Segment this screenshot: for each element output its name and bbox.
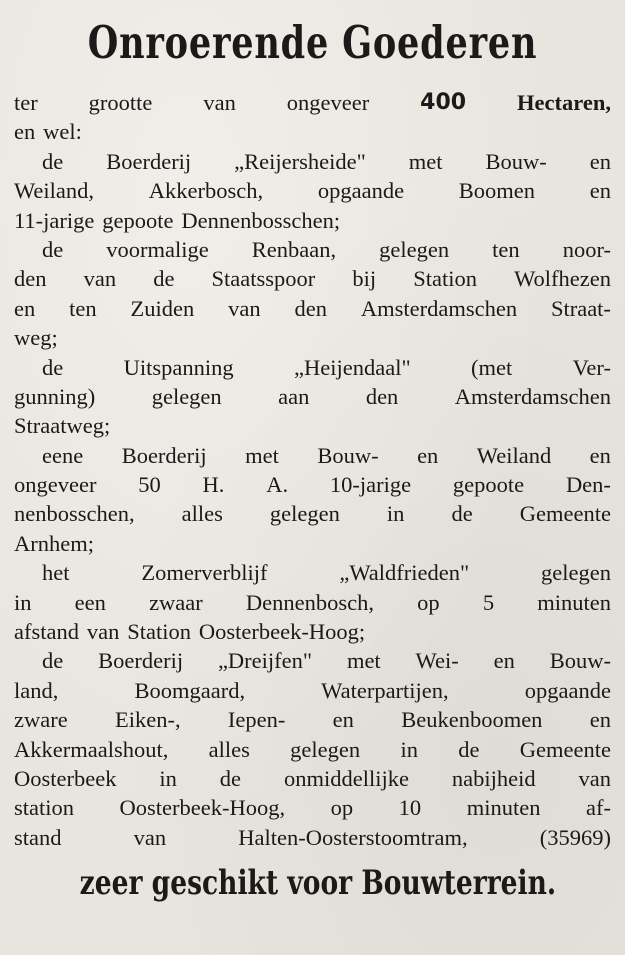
word: en <box>417 442 439 468</box>
advertisement-body <box>14 88 611 852</box>
text-line <box>14 705 611 734</box>
word: op <box>417 589 440 615</box>
word: den <box>14 266 47 292</box>
word: met <box>408 148 443 174</box>
word: weg; <box>14 325 58 351</box>
word: Akkermaalshout, <box>14 736 169 762</box>
word: de <box>42 148 64 174</box>
text-line <box>14 617 611 646</box>
word: bij <box>352 266 377 292</box>
word: het <box>42 560 70 586</box>
word: 11-jarige <box>14 207 95 233</box>
word: Amsterdamschen <box>360 295 518 321</box>
word: Staatsspoor <box>211 266 316 292</box>
word: Weiland, <box>14 178 95 204</box>
word: ongeveer <box>286 90 370 115</box>
text-line <box>14 735 611 764</box>
text-line <box>14 88 611 117</box>
word: opgaande <box>524 677 611 703</box>
word: Gemeente <box>519 736 611 762</box>
word: en <box>14 295 36 321</box>
text-line <box>14 323 611 352</box>
text-line <box>14 294 611 323</box>
word: ongeveer <box>14 472 97 498</box>
word: afstand <box>14 619 79 645</box>
word: en <box>589 442 611 468</box>
word: „Heijendaal" <box>294 354 411 380</box>
word: Bouw- <box>317 442 379 468</box>
word: ter <box>14 90 38 115</box>
word: in <box>14 589 32 615</box>
word: minuten <box>466 795 541 821</box>
word: Straatweg; <box>14 413 111 439</box>
text-line <box>14 147 611 176</box>
word: Oosterbeek-Hoog; <box>198 619 366 645</box>
word: „Dreijfen" <box>217 648 313 674</box>
word: gelegen <box>269 501 340 527</box>
text-line <box>14 588 611 617</box>
word: opgaande <box>317 178 405 204</box>
word: Amsterdamschen <box>454 383 611 409</box>
word: Station <box>127 619 191 645</box>
word: Wei- <box>415 648 459 674</box>
word: zwaar <box>149 589 203 615</box>
word: station <box>14 795 74 821</box>
text-line <box>14 646 611 675</box>
word: H. <box>202 472 225 498</box>
word: van <box>578 765 611 791</box>
text-line <box>14 235 611 264</box>
text-line <box>14 764 611 793</box>
word: in <box>159 765 177 791</box>
word: de <box>42 354 64 380</box>
word: nabijheid <box>451 765 536 791</box>
word: gelegen <box>541 560 611 586</box>
word: Oosterbeek-Hoog, <box>119 795 286 821</box>
word: Dennenbosschen; <box>181 207 341 233</box>
word: grootte <box>88 90 153 115</box>
text-line <box>14 382 611 411</box>
word: Wolfhezen <box>514 266 611 292</box>
text-line <box>14 793 611 822</box>
word: de <box>219 765 242 791</box>
word: van <box>133 824 167 850</box>
word: de <box>153 266 175 292</box>
word: Hectaren, <box>517 90 611 115</box>
word: en <box>589 178 611 204</box>
word: gelegen <box>151 383 222 409</box>
word: Gemeente <box>519 501 611 527</box>
text-line <box>14 117 611 146</box>
word: gepoote <box>452 472 525 498</box>
text-line <box>14 264 611 293</box>
word: aan <box>278 383 310 409</box>
word: de <box>42 648 64 674</box>
word: gelegen <box>379 236 450 262</box>
word: wel: <box>43 119 82 145</box>
word: den <box>294 295 327 321</box>
word: Dennenbosch, <box>245 589 375 615</box>
text-line <box>14 470 611 499</box>
word: land, <box>14 677 59 703</box>
word: gepoote <box>102 207 174 233</box>
word: met <box>346 648 381 674</box>
word: op <box>330 795 354 821</box>
text-line <box>14 499 611 528</box>
word: stand <box>14 824 62 850</box>
word: van <box>203 90 236 115</box>
word: van <box>228 295 261 321</box>
word: met <box>245 442 279 468</box>
headline: Onroerende Goederen <box>87 16 538 69</box>
word: en <box>493 648 515 674</box>
word: Arnhem; <box>14 530 94 556</box>
word: Eiken-, <box>115 707 181 733</box>
word: Station <box>413 266 477 292</box>
word: 400 <box>420 90 467 115</box>
word: Boomgaard, <box>134 677 246 703</box>
word: A. <box>266 472 289 498</box>
word: van <box>86 619 120 645</box>
text-line <box>14 176 611 205</box>
word: de <box>42 236 64 262</box>
word: nenbosschen, <box>14 501 135 527</box>
word: Renbaan, <box>251 236 337 262</box>
word: ten <box>492 236 520 262</box>
word: „Reijersheide" <box>234 148 366 174</box>
word: 5 <box>482 589 495 615</box>
word: Boerderij <box>121 442 207 468</box>
word: Oosterbeek <box>14 765 117 791</box>
word: Bouw- <box>549 648 611 674</box>
word: Boomen <box>458 178 536 204</box>
word: af- <box>585 795 611 821</box>
word: Iepen- <box>227 707 286 733</box>
word: 10 <box>398 795 422 821</box>
word: 50 <box>138 472 161 498</box>
word: 10-jarige <box>329 472 412 498</box>
word: en <box>589 707 611 733</box>
word: (35969) <box>539 824 611 850</box>
word: zware <box>14 707 68 733</box>
word: Beukenboomen <box>401 707 543 733</box>
word: de <box>451 501 473 527</box>
text-line <box>14 411 611 440</box>
word: Waterpartijen, <box>321 677 449 703</box>
footer-tagline: zeer geschikt voor Bouwterrein. <box>79 863 557 904</box>
word: van <box>83 266 117 292</box>
text-line <box>14 353 611 382</box>
word: en <box>332 707 354 733</box>
word: Boerderij <box>98 648 184 674</box>
word: Zuiden <box>130 295 195 321</box>
text-line <box>14 558 611 587</box>
word: minuten <box>537 589 611 615</box>
word: Straat- <box>550 295 611 321</box>
word: Bouw- <box>485 148 547 174</box>
word: in <box>400 736 418 762</box>
word: Weiland <box>476 442 552 468</box>
text-line <box>14 823 611 852</box>
word: Boerderij <box>106 148 192 174</box>
text-line <box>14 676 611 705</box>
word: alles <box>208 736 250 762</box>
word: voormalige <box>106 236 209 262</box>
word: een <box>74 589 106 615</box>
word: den <box>365 383 399 409</box>
word: Halten-Oosterstoomtram, <box>238 824 468 850</box>
word: Uitspanning <box>123 354 234 380</box>
word: gelegen <box>290 736 361 762</box>
word: onmiddellijke <box>283 765 409 791</box>
word: Ver- <box>572 354 611 380</box>
word: (met <box>471 354 513 380</box>
word: Den- <box>565 472 611 498</box>
text-line <box>14 206 611 235</box>
word: in <box>386 501 405 527</box>
text-line <box>14 441 611 470</box>
word: Zomerverblijf <box>141 560 268 586</box>
word: gunning) <box>14 383 96 409</box>
word: en <box>589 148 611 174</box>
word: eene <box>42 442 84 468</box>
word: ten <box>69 295 97 321</box>
word: noor- <box>562 236 611 262</box>
word: alles <box>181 501 223 527</box>
word: de <box>458 736 480 762</box>
word: „Waldfrieden" <box>339 560 470 586</box>
word: Akkerbosch, <box>148 178 264 204</box>
word: en <box>14 119 36 145</box>
text-line <box>14 529 611 558</box>
